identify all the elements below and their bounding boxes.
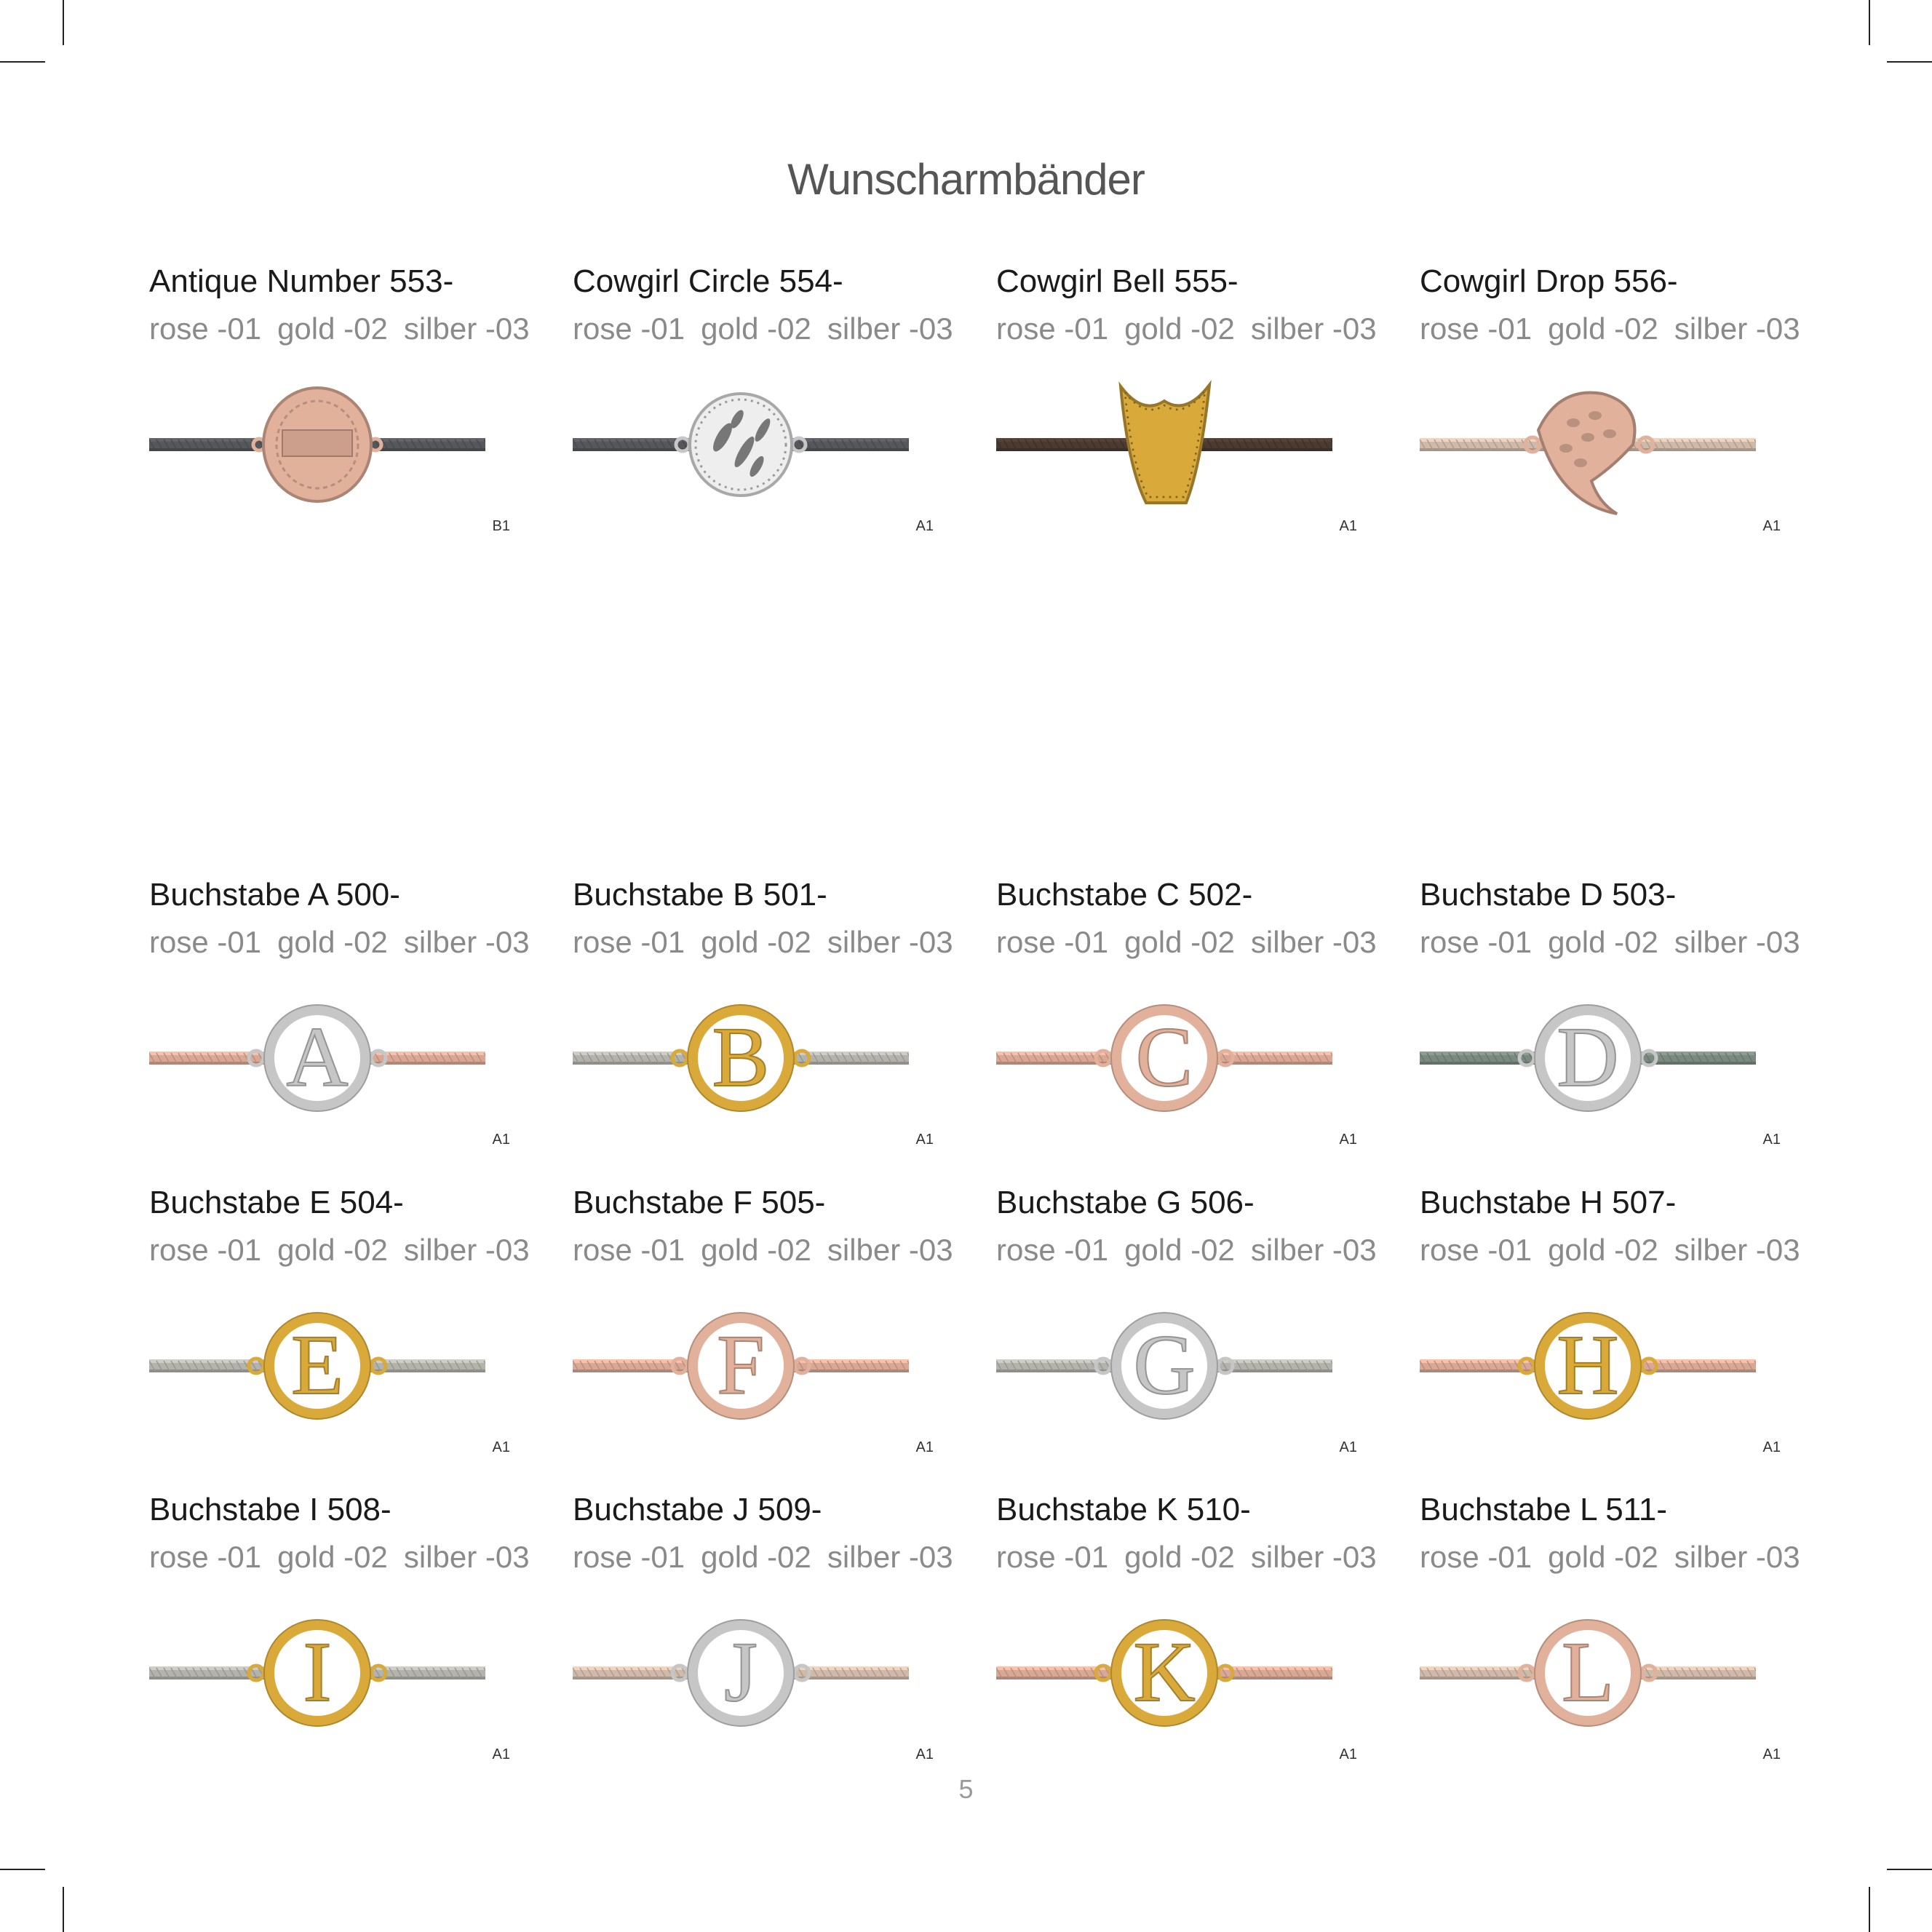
svg-text:F: F [717, 1317, 765, 1412]
variant-label: silber -03 [1250, 1233, 1377, 1267]
product-variants [996, 925, 1393, 960]
product-name: Cowgirl Circle 554- [573, 263, 843, 299]
variant-label: silber -03 [1250, 1540, 1377, 1574]
variant-label: rose -01 [996, 925, 1109, 959]
variant-label: gold -02 [701, 1540, 811, 1574]
product-name: Buchstabe H 507- [1420, 1185, 1677, 1220]
variant-label: rose -01 [573, 1233, 685, 1267]
product-card [573, 1185, 951, 1490]
variant-label: gold -02 [277, 1233, 388, 1267]
product-code: A1 [492, 1439, 510, 1455]
variant-label: gold -02 [701, 311, 811, 346]
bracelet-photo [996, 373, 1332, 518]
product-code: A1 [1762, 518, 1781, 534]
variant-label: rose -01 [573, 311, 685, 346]
product-card [573, 1492, 951, 1797]
product-card [996, 1492, 1375, 1797]
bracelet-photo [573, 986, 909, 1132]
variant-label: silber -03 [1674, 311, 1800, 346]
variant-label: silber -03 [403, 1540, 530, 1574]
charm [1096, 1005, 1233, 1111]
product-code: A1 [492, 1132, 510, 1148]
svg-text:D: D [1557, 1009, 1619, 1105]
product-card [1420, 1492, 1798, 1797]
product-card [1420, 263, 1798, 569]
charm [253, 388, 381, 501]
variant-label: silber -03 [827, 1540, 953, 1574]
variant-label: rose -01 [149, 311, 262, 346]
product-code: A1 [915, 1439, 934, 1455]
variant-label: rose -01 [1420, 311, 1533, 346]
variant-label: gold -02 [701, 925, 811, 959]
variant-label: gold -02 [1124, 311, 1235, 346]
product-name: Buchstabe E 504- [149, 1185, 404, 1220]
variant-label: rose -01 [573, 1540, 685, 1574]
variant-label: silber -03 [1674, 1540, 1800, 1574]
product-name: Buchstabe B 501- [573, 877, 827, 913]
product-variants [573, 311, 969, 346]
product-name: Buchstabe F 505- [573, 1185, 826, 1220]
product-variants [149, 1233, 546, 1268]
variant-label: silber -03 [827, 925, 953, 959]
charm [676, 394, 806, 496]
svg-text:C: C [1135, 1009, 1193, 1105]
charm [672, 1005, 809, 1111]
charm [249, 1620, 386, 1726]
charm [672, 1620, 809, 1726]
product-card [149, 1185, 528, 1490]
product-variants [996, 1233, 1393, 1268]
product-variants [573, 1233, 969, 1268]
product-name: Buchstabe J 509- [573, 1492, 822, 1527]
variant-label: rose -01 [1420, 925, 1533, 959]
svg-text:H: H [1557, 1317, 1619, 1412]
crop-mark [1887, 1869, 1932, 1870]
bracelet-photo [573, 1294, 909, 1439]
variant-label: gold -02 [1548, 1233, 1658, 1267]
product-name: Cowgirl Bell 555- [996, 263, 1239, 299]
variant-label: gold -02 [1548, 1540, 1658, 1574]
variant-label: rose -01 [573, 925, 685, 959]
variant-label: silber -03 [1250, 311, 1377, 346]
crop-mark [1869, 0, 1870, 45]
variant-label: silber -03 [403, 1233, 530, 1267]
product-variants [149, 925, 546, 960]
product-variants [1420, 1540, 1816, 1575]
product-variants [1420, 925, 1816, 960]
product-variants [149, 1540, 546, 1575]
variant-label: rose -01 [1420, 1233, 1533, 1267]
charm [1096, 1620, 1233, 1726]
bracelet-photo [1420, 986, 1756, 1132]
bracelet-photo [573, 373, 909, 518]
product-name: Buchstabe C 502- [996, 877, 1253, 913]
product-card [573, 263, 951, 569]
svg-text:E: E [290, 1317, 344, 1412]
product-code: A1 [1339, 518, 1357, 534]
product-code: A1 [492, 1746, 510, 1762]
bracelet-photo [996, 1601, 1332, 1746]
svg-text:G: G [1133, 1317, 1196, 1412]
bracelet-photo [149, 1294, 485, 1439]
variant-label: silber -03 [1250, 925, 1377, 959]
product-name: Buchstabe K 510- [996, 1492, 1251, 1527]
product-code: A1 [915, 518, 934, 534]
product-variants [573, 1540, 969, 1575]
variant-label: gold -02 [701, 1233, 811, 1267]
variant-label: silber -03 [403, 925, 530, 959]
product-code: A1 [1339, 1746, 1357, 1762]
product-name: Cowgirl Drop 556- [1420, 263, 1678, 299]
product-code: B1 [492, 518, 510, 534]
product-variants [573, 925, 969, 960]
svg-text:J: J [724, 1624, 758, 1720]
variant-label: rose -01 [149, 925, 262, 959]
variant-label: rose -01 [149, 1233, 262, 1267]
crop-mark [1869, 1887, 1870, 1932]
product-card [149, 877, 528, 1182]
product-code: A1 [1339, 1439, 1357, 1455]
product-code: A1 [1762, 1439, 1781, 1455]
variant-label: rose -01 [996, 1233, 1109, 1267]
product-code: A1 [1762, 1746, 1781, 1762]
bracelet-photo [1420, 1601, 1756, 1746]
page-title: Wunscharmbänder [787, 155, 1145, 204]
product-card [573, 877, 951, 1182]
variant-label: gold -02 [1548, 311, 1658, 346]
charm [672, 1313, 809, 1419]
variant-label: rose -01 [1420, 1540, 1533, 1574]
variant-label: silber -03 [827, 1233, 953, 1267]
variant-label: gold -02 [277, 1540, 388, 1574]
variant-label: gold -02 [1124, 1233, 1235, 1267]
product-card [1420, 1185, 1798, 1490]
charm [1096, 1313, 1233, 1419]
svg-text:L: L [1561, 1624, 1615, 1720]
variant-label: rose -01 [149, 1540, 262, 1574]
charm [249, 1005, 386, 1111]
bracelet-photo [573, 1601, 909, 1746]
product-name: Buchstabe G 506- [996, 1185, 1255, 1220]
svg-text:B: B [712, 1009, 770, 1105]
crop-mark [0, 61, 45, 63]
bracelet-photo [149, 986, 485, 1132]
product-name: Antique Number 553- [149, 263, 454, 299]
variant-label: gold -02 [277, 311, 388, 346]
charm [1525, 393, 1653, 514]
crop-mark [63, 0, 64, 45]
product-card [996, 1185, 1375, 1490]
charm [1121, 385, 1209, 503]
product-variants [996, 1540, 1393, 1575]
product-card [149, 263, 528, 569]
bracelet-photo [149, 1601, 485, 1746]
charm [249, 1313, 386, 1419]
product-name: Buchstabe L 511- [1420, 1492, 1668, 1527]
product-variants [1420, 1233, 1816, 1268]
variant-label: silber -03 [827, 311, 953, 346]
variant-label: rose -01 [996, 1540, 1109, 1574]
product-card [149, 1492, 528, 1797]
variant-label: gold -02 [1548, 925, 1658, 959]
svg-text:I: I [303, 1624, 332, 1720]
variant-label: gold -02 [1124, 925, 1235, 959]
variant-label: silber -03 [403, 311, 530, 346]
crop-mark [1887, 61, 1932, 63]
product-card [996, 877, 1375, 1182]
charm [1519, 1005, 1656, 1111]
product-card [1420, 877, 1798, 1182]
svg-text:A: A [286, 1009, 349, 1105]
bracelet-photo [996, 1294, 1332, 1439]
product-code: A1 [915, 1746, 934, 1762]
product-name: Buchstabe A 500- [149, 877, 400, 913]
variant-label: gold -02 [277, 925, 388, 959]
bracelet-photo [1420, 1294, 1756, 1439]
product-variants [996, 311, 1393, 346]
product-name: Buchstabe D 503- [1420, 877, 1677, 913]
charm [1519, 1313, 1656, 1419]
product-name: Buchstabe I 508- [149, 1492, 391, 1527]
variant-label: gold -02 [1124, 1540, 1235, 1574]
crop-mark [63, 1887, 64, 1932]
variant-label: silber -03 [1674, 1233, 1800, 1267]
bracelet-photo [996, 986, 1332, 1132]
product-code: A1 [915, 1132, 934, 1148]
page-number: 5 [958, 1774, 974, 1804]
product-card [996, 263, 1375, 569]
product-code: A1 [1762, 1132, 1781, 1148]
bracelet-photo [149, 373, 485, 518]
variant-label: silber -03 [1674, 925, 1800, 959]
product-variants [149, 311, 546, 346]
crop-mark [0, 1869, 45, 1870]
product-variants [1420, 311, 1816, 346]
charm [1519, 1620, 1656, 1726]
bracelet-photo [1420, 373, 1756, 518]
svg-text:K: K [1133, 1624, 1196, 1720]
product-code: A1 [1339, 1132, 1357, 1148]
variant-label: rose -01 [996, 311, 1109, 346]
